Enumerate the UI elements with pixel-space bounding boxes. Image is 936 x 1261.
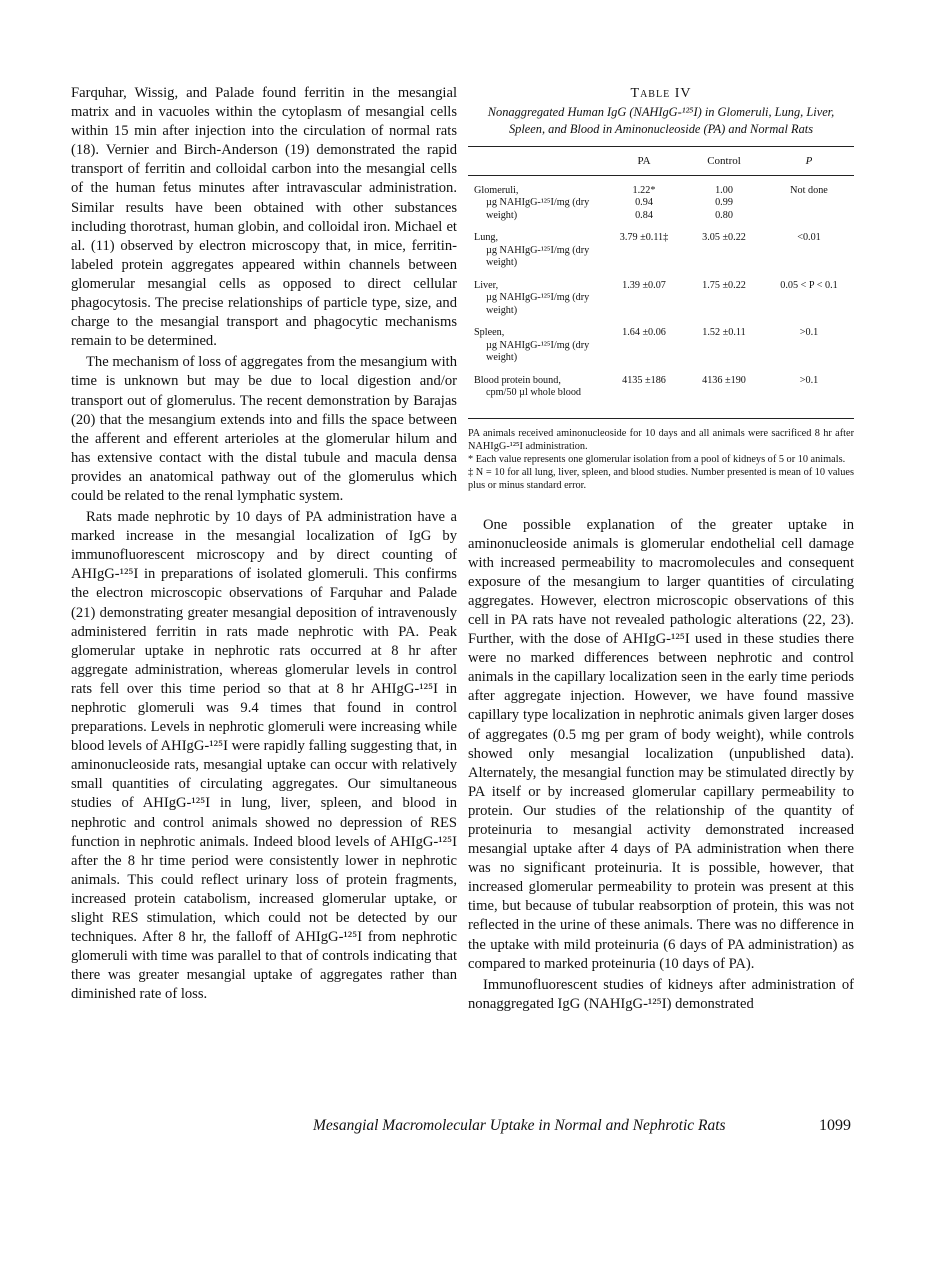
page-number: 1099 xyxy=(819,1117,851,1134)
running-title: Mesangial Macromolecular Uptake in Normal and Nephrotic Rats xyxy=(313,1117,726,1134)
table-heading: Table IV xyxy=(630,86,692,101)
cell-p xyxy=(764,375,854,419)
row-label: Glomeruli, xyxy=(474,184,519,196)
left-paragraph-1: Farquhar, Wissig, and Palade found ferritin in the mesangial matrix and in vacuoles within the cytoplasm of mesangial cells within 15 min after injection into the circulation of normal rats (18). Vernier and Birch-Anderson (19) demonstrated the rapid transport of ferritin and colloidal carbon into the mesangial cells of the human fetus minutes after intravascular administration. Similar results have been obtained with other substances including thorotrast, human globin, and colloidal iron. Michael et al. (11) observed by electron microscopy that, in mice, ferritin-labeled protein aggregates appeared within channels between glomerular mesangial cells as opposed to direct cellular phagocytosis. The precise relationships of particle type, size, and charge to the mesangial transport and phagocytic mechanisms remain to be determined. xyxy=(71,85,457,350)
left-paragraph-3: Rats made nephrotic by 10 days of PA administration have a marked increase in the mesangial localization of IgG by immunofluorescent microscopy and by direct counting of AHIgG-¹²⁵I in preparations of isolated glomeruli. This confirms the electron microscopic observations of Farquhar and Palade (21) demonstrating greater mesangial deposition of intravenously administered ferritin in rats made nephrotic with PA. Peak glomerular uptake in nephrotic rats occurred at 8 hr after aggregate administration, whereas glomerular levels in control rats fell over this time period so that at 8 hr AHIgG-¹²⁵I in nephrotic glomeruli was 9.4 times that found in control preparations. Levels in nephrotic glomeruli were increasing while blood levels of AHIgG-¹²⁵I were rapidly falling suggesting that, in aminonucleoside rats, mesangial uptake can occur with relatively small quantities of circulating aggregates. Our simultaneous studies of AHIgG-¹²⁵I in lung, liver, spleen, and blood in nephrotic and control animals showed no depression of RES function in nephrotic animals. Indeed blood levels of AHIgG-¹²⁵I after the 8 hr time period were consistently lower in nephrotic animals. This could reflect urinary loss of protein fragments, increased protein catabolism, increased glomerular uptake, or slight RES stimulation, which could not be detected by our techniques. After 8 hr, the falloff of AHIgG-¹²⁵I from nephrotic glomeruli with time was parallel to that of controls indicating that there was greater mesangial uptake of aggregates rather than diminished rate of loss. xyxy=(71,509,457,1003)
cell-pa xyxy=(604,175,684,232)
cell-value-pa: 3.79 ±0.11‡ xyxy=(619,232,669,243)
cell-pa xyxy=(604,327,684,375)
table-row xyxy=(468,232,854,280)
row-sublabel: µg NAHIgG-¹²⁵I/mg (dry weight) xyxy=(486,244,590,268)
row-label: Liver, xyxy=(474,279,499,291)
header-pa: PA xyxy=(604,147,684,176)
cell-value-p: Not done xyxy=(790,184,828,196)
table-header-row xyxy=(468,147,854,176)
table-note: PA animals received aminonucleoside for 10 days and all animals were sacrificed 8 hr after NAHIgG-¹²⁵I administration. xyxy=(468,427,854,452)
data-table xyxy=(468,146,854,419)
cell-p xyxy=(764,327,854,375)
cell-value-pa: 1.64 ±0.06 xyxy=(622,327,666,338)
cell-value-control: 3.05 ±0.22 xyxy=(702,232,746,243)
left-paragraph-2: The mechanism of loss of aggregates from the mesangium with time is unknown but may be due to local digestion and/or transport out of glomerulus. The recent demonstration by Barajas (20) that the mesangium extends into and fills the space between the afferent and efferent arterioles at the glomerular hilum and has extensive contact with the distal tubule and macula densa provides an anatomical pathway out of the glomerulus which could be related to the renal lymphatic system. xyxy=(71,354,457,504)
header-control: Control xyxy=(684,147,764,176)
cell-label xyxy=(468,327,604,375)
cell-value-p: 0.05 < P < 0.1 xyxy=(780,279,838,291)
row-label: Spleen, xyxy=(474,327,505,338)
right-paragraph-1: One possible explanation of the greater uptake in aminonucleoside animals is glomerular endothelial cell damage with increased permeability to macromolecules and consequent exposure of the mesangium to larger quantities of circulating aggregates. However, electron microscopic observations of this cell in PA rats have not revealed pathologic alterations (22, 23). Further, with the dose of AHIgG-¹²⁵I used in these studies there were no marked differences between nephrotic and control animals in the capillary localization seen in the early time periods after aggregate injection. However, we have found massive capillary type localization in nephrotic animals given larger doses of aggregates (0.5 mg per gram of body weight), while controls showed only mesangial localization (unpublished data). Alternately, the mesangial function may be stimulated directly by PA itself or by increased glomerular capillary permeability to protein. Our studies of the relationship of the quantity of proteinuria to mesangial activity demonstrated increased mesangial uptake after 4 days of PA administration when there was no significant proteinuria. It is possible, however, that increased glomerular permeability to protein was present at this time, but because of tubular reabsorption of protein, this was not reflected in the urine of these animals. There was no difference in the uptake with mild proteinuria (6 days of PA administration) as compared to marked proteinuria (10 days of PA). xyxy=(468,516,854,972)
row-label: Lung, xyxy=(474,232,499,243)
cell-value-pa: 1.39 ±0.07 xyxy=(622,279,666,291)
cell-control xyxy=(684,232,764,280)
cell-label xyxy=(468,175,604,232)
table-note: * Each value represents one glomerular isolation from a pool of kidneys of 5 or 10 animals. xyxy=(468,453,846,465)
cell-p xyxy=(764,280,854,328)
cell-pa xyxy=(604,232,684,280)
row-sublabel: µg NAHIgG-¹²⁵I/mg (dry weight) xyxy=(486,197,590,221)
cell-value-p: <0.01 xyxy=(797,232,821,243)
cell-value-control: 1.75 ±0.22 xyxy=(702,279,746,291)
cell-control xyxy=(684,280,764,328)
header-label xyxy=(468,147,604,176)
cell-p xyxy=(764,232,854,280)
cell-value-pa: 1.22* 0.94 0.84 xyxy=(632,184,656,221)
table-row xyxy=(468,175,854,232)
table-notes xyxy=(468,427,854,493)
table-row xyxy=(468,375,854,419)
right-text xyxy=(468,516,854,1014)
cell-pa xyxy=(604,280,684,328)
cell-pa xyxy=(604,375,684,419)
right-column xyxy=(468,84,854,1014)
cell-p xyxy=(764,175,854,232)
left-column xyxy=(71,84,457,1005)
row-label: Blood protein bound, xyxy=(474,374,561,386)
cell-value-p: >0.1 xyxy=(799,327,819,338)
right-paragraph-2: Immunofluorescent studies of kidneys after administration of nonaggregated IgG (NAHIgG-¹²⁵I) demonstrated xyxy=(468,976,854,1012)
row-sublabel: µg NAHIgG-¹²⁵I/mg (dry weight) xyxy=(486,339,590,363)
table-row xyxy=(468,280,854,328)
cell-label xyxy=(468,280,604,328)
cell-label xyxy=(468,375,604,419)
cell-control xyxy=(684,175,764,232)
cell-value-control: 1.52 ±0.11 xyxy=(702,327,746,338)
cell-value-pa: 4135 ±186 xyxy=(622,374,666,386)
table-iv xyxy=(468,86,854,493)
row-sublabel: µg NAHIgG-¹²⁵I/mg (dry weight) xyxy=(486,292,590,316)
header-p: P xyxy=(764,147,854,176)
cell-value-control: 1.00 0.99 0.80 xyxy=(715,184,733,221)
cell-control xyxy=(684,327,764,375)
table-row xyxy=(468,327,854,375)
row-sublabel: cpm/50 µl whole blood xyxy=(486,387,582,398)
cell-control xyxy=(684,375,764,419)
cell-value-p: >0.1 xyxy=(799,374,819,386)
cell-value-control: 4136 ±190 xyxy=(702,374,746,386)
cell-label xyxy=(468,232,604,280)
table-note: ‡ N = 10 for all lung, liver, spleen, and blood studies. Number presented is mean of 10 values plus or minus standard error. xyxy=(468,467,854,492)
table-caption: Nonaggregated Human IgG (NAHIgG-¹²⁵I) in Glomeruli, Lung, Liver, Spleen, and Blood in Aminonucleoside (PA) and Normal Rats xyxy=(487,105,835,136)
page-footer xyxy=(313,1117,853,1135)
